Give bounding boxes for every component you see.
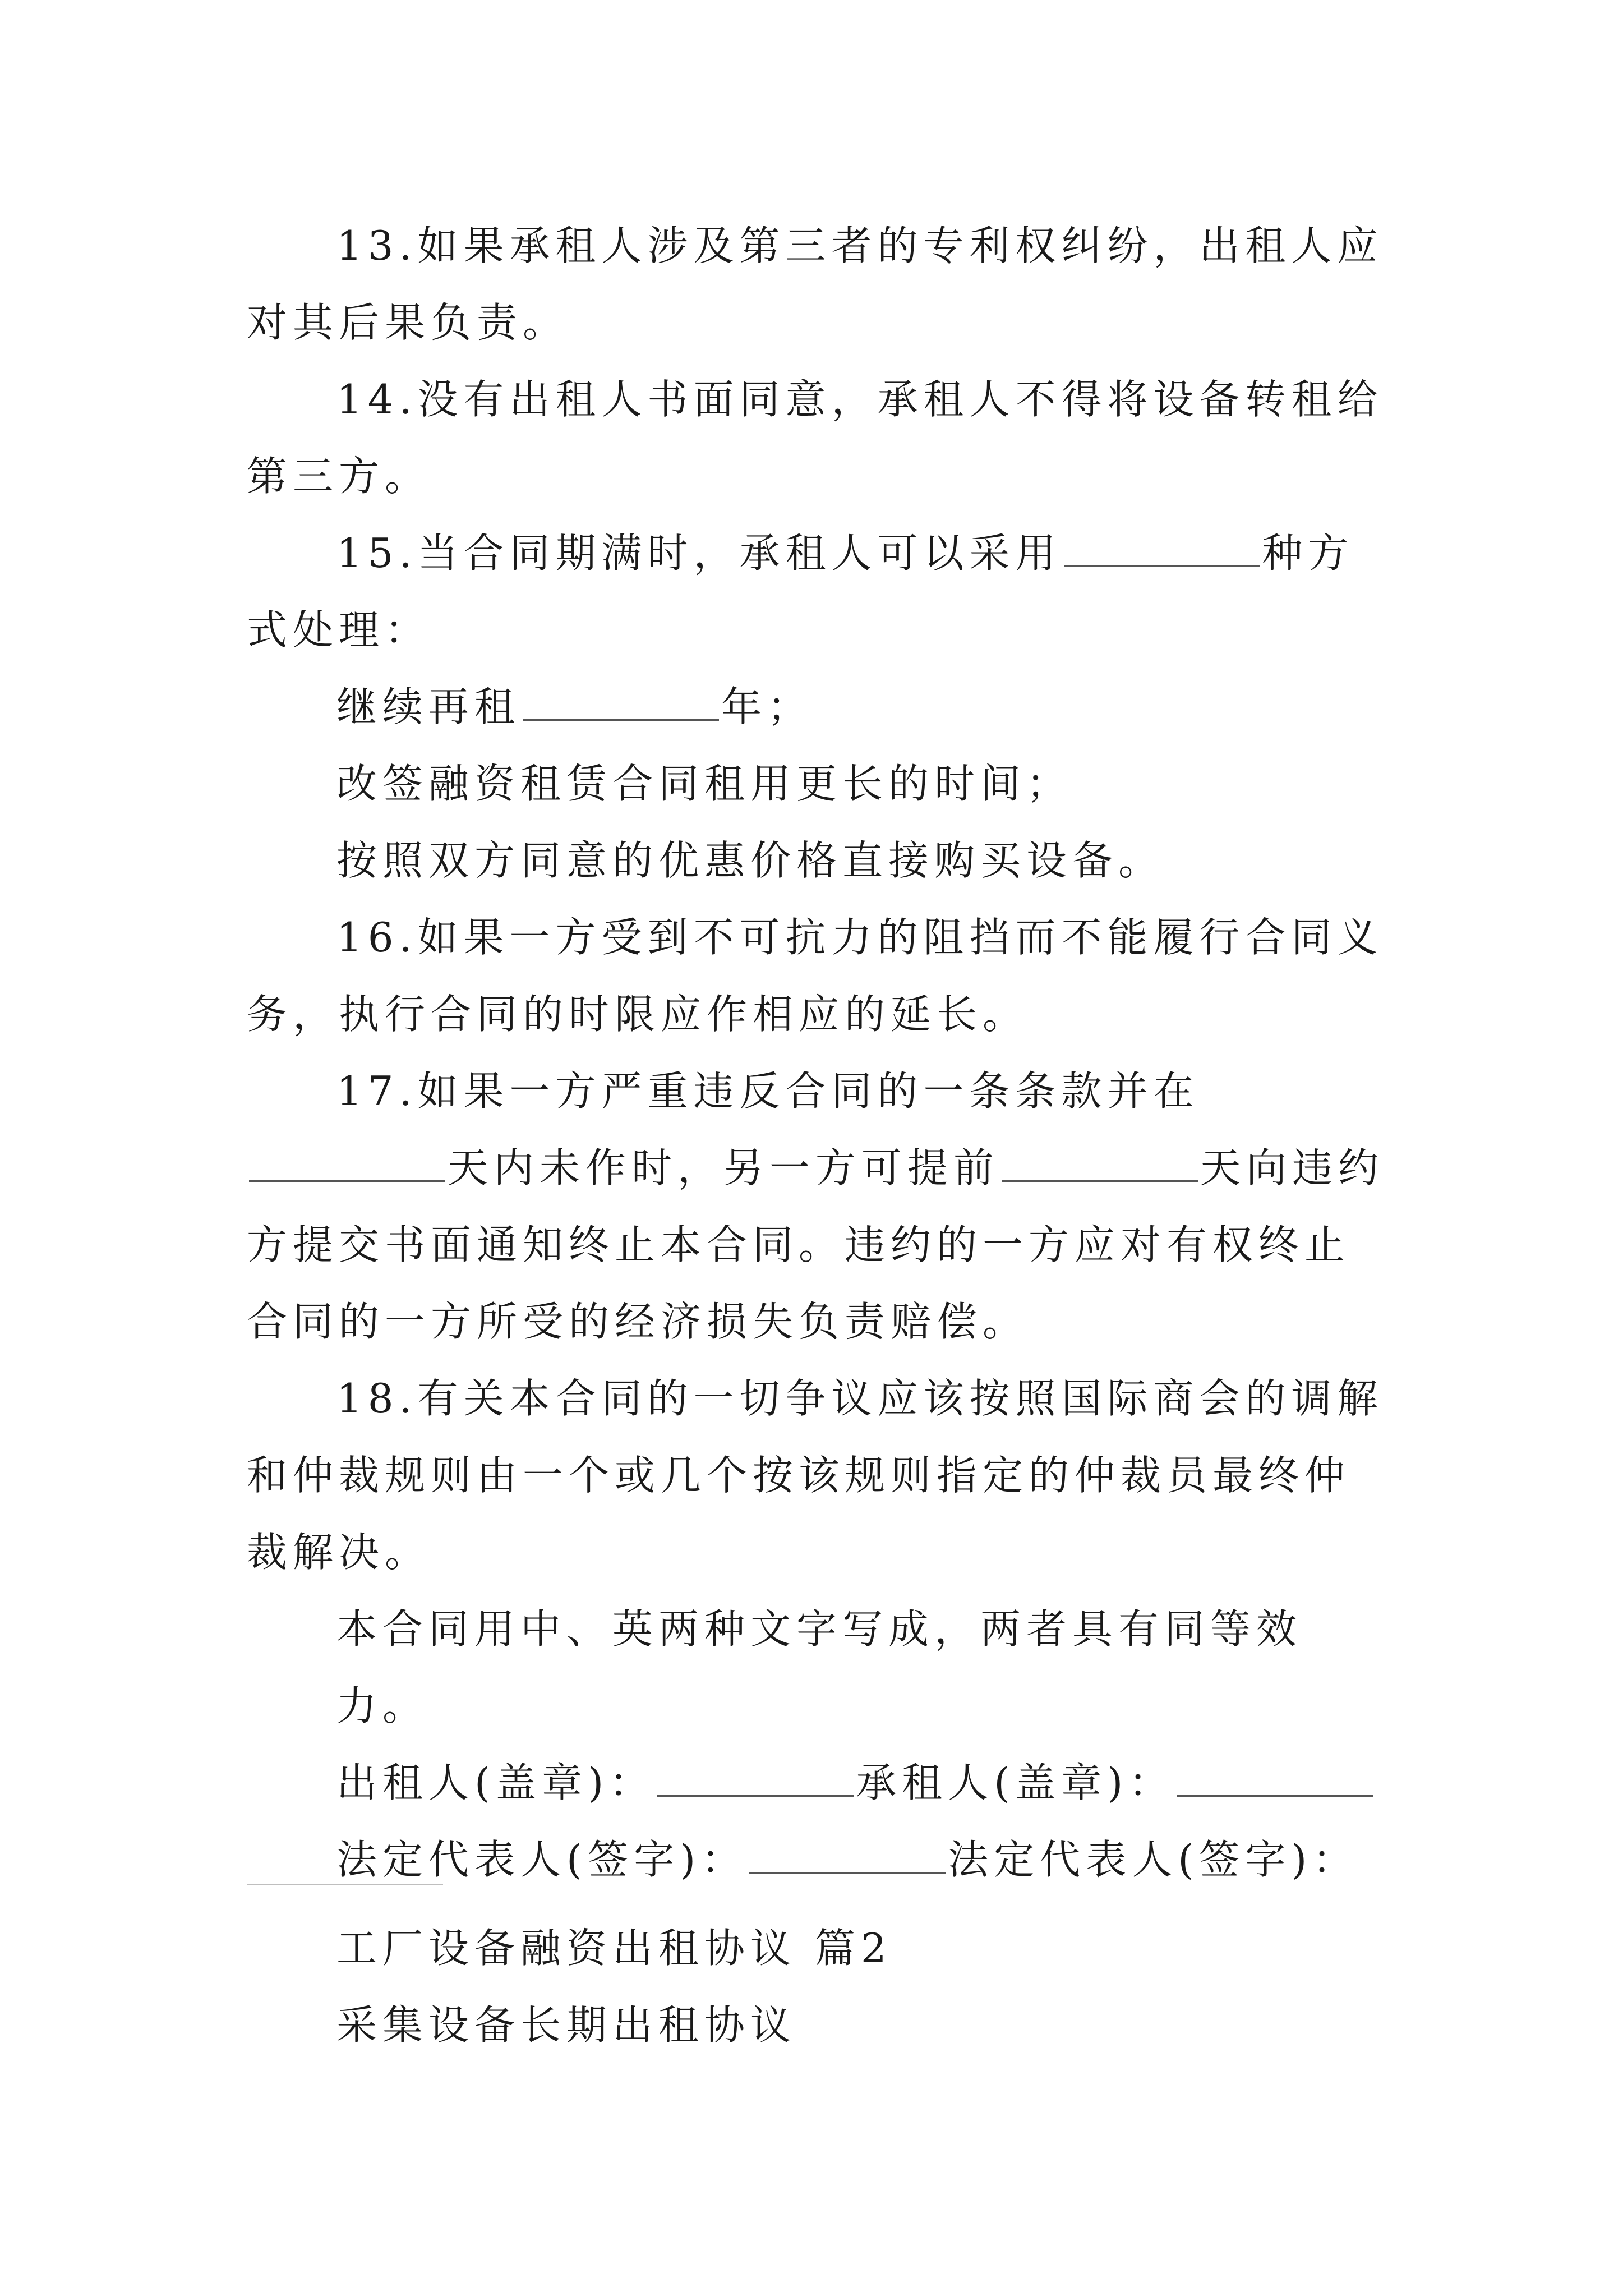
clause-17-days-blank-1: [249, 1148, 445, 1182]
lessor-rep-label: 法定代表人(签字)：: [336, 1836, 748, 1883]
purchase-option-text: 按照双方同意的优惠价格直接购买设备。: [336, 837, 1165, 884]
lessor-rep-blank: [749, 1839, 946, 1874]
representative-signature-line: [247, 1821, 1385, 1898]
clause-17: [247, 1053, 1385, 1360]
clause-17-part-3: 天向违约方提交书面通知终止本合同。违约的一方应对有权终止合同的一方所受的经济损失负责赔偿。: [247, 1144, 1385, 1345]
renew-years-blank: [523, 687, 719, 721]
clause-16: [247, 899, 1385, 1053]
lessee-rep-label: 法定代表人(签字)：: [948, 1836, 1359, 1883]
contract-body: [247, 208, 1385, 1898]
clause-15-option-renew: [247, 669, 1385, 746]
section-divider: [247, 1884, 443, 1885]
clause-17-part-2: 天内未作时，另一方可提前: [448, 1144, 1000, 1191]
clause-15-option-purchase: [247, 822, 1385, 899]
clause-15-text-before: 15.当合同期满时，承租人可以采用: [336, 530, 1062, 577]
clause-17-part-1: 17.如果一方严重违反合同的一条条款并在: [336, 1068, 1200, 1115]
lessee-seal-blank: [1177, 1763, 1373, 1797]
renew-text-before: 继续再租: [336, 683, 521, 730]
lessor-seal-label: 出租人(盖章)：: [336, 1759, 656, 1806]
next-section-title: 工厂设备融资出租协议 篇2: [336, 1925, 892, 1972]
clause-15-option-finance: [247, 746, 1385, 822]
lessee-seal-label: 承租人(盖章)：: [856, 1759, 1175, 1806]
clause-15-text-after: 种方式处理：: [247, 530, 1354, 654]
clause-14: [247, 361, 1385, 515]
seal-signature-line: [247, 1745, 1385, 1821]
clause-17-days-blank-2: [1002, 1148, 1198, 1182]
clause-14-text: 14.没有出租人书面同意，承租人不得将设备转租给第三方。: [247, 376, 1384, 500]
clause-18-text: 18.有关本合同的一切争议应该按照国际商会的调解和仲裁规则由一个或几个按该规则指定的仲裁员最终仲裁解决。: [247, 1375, 1384, 1576]
clause-18: [247, 1360, 1385, 1591]
clause-15: [247, 515, 1385, 669]
next-section-subtitle: 采集设备长期出租协议: [336, 2001, 797, 2049]
finance-option-text: 改签融资租赁合同租用更长的时间；: [336, 760, 1073, 807]
clause-13: [247, 208, 1385, 361]
lessor-seal-blank: [657, 1763, 854, 1797]
clause-16-text: 16.如果一方受到不可抗力的阻挡而不能履行合同义务，执行合同的时限应作相应的延长。: [247, 914, 1384, 1038]
clause-13-text: 13.如果承租人涉及第三者的专利权纠纷，出租人应对其后果负责。: [247, 222, 1384, 346]
clause-15-blank: [1064, 533, 1260, 567]
language-clause-text: 本合同用中、英两种文字写成，两者具有同等效力。: [336, 1605, 1303, 1729]
language-clause: [247, 1591, 1385, 1745]
renew-text-after: 年；: [721, 683, 814, 730]
